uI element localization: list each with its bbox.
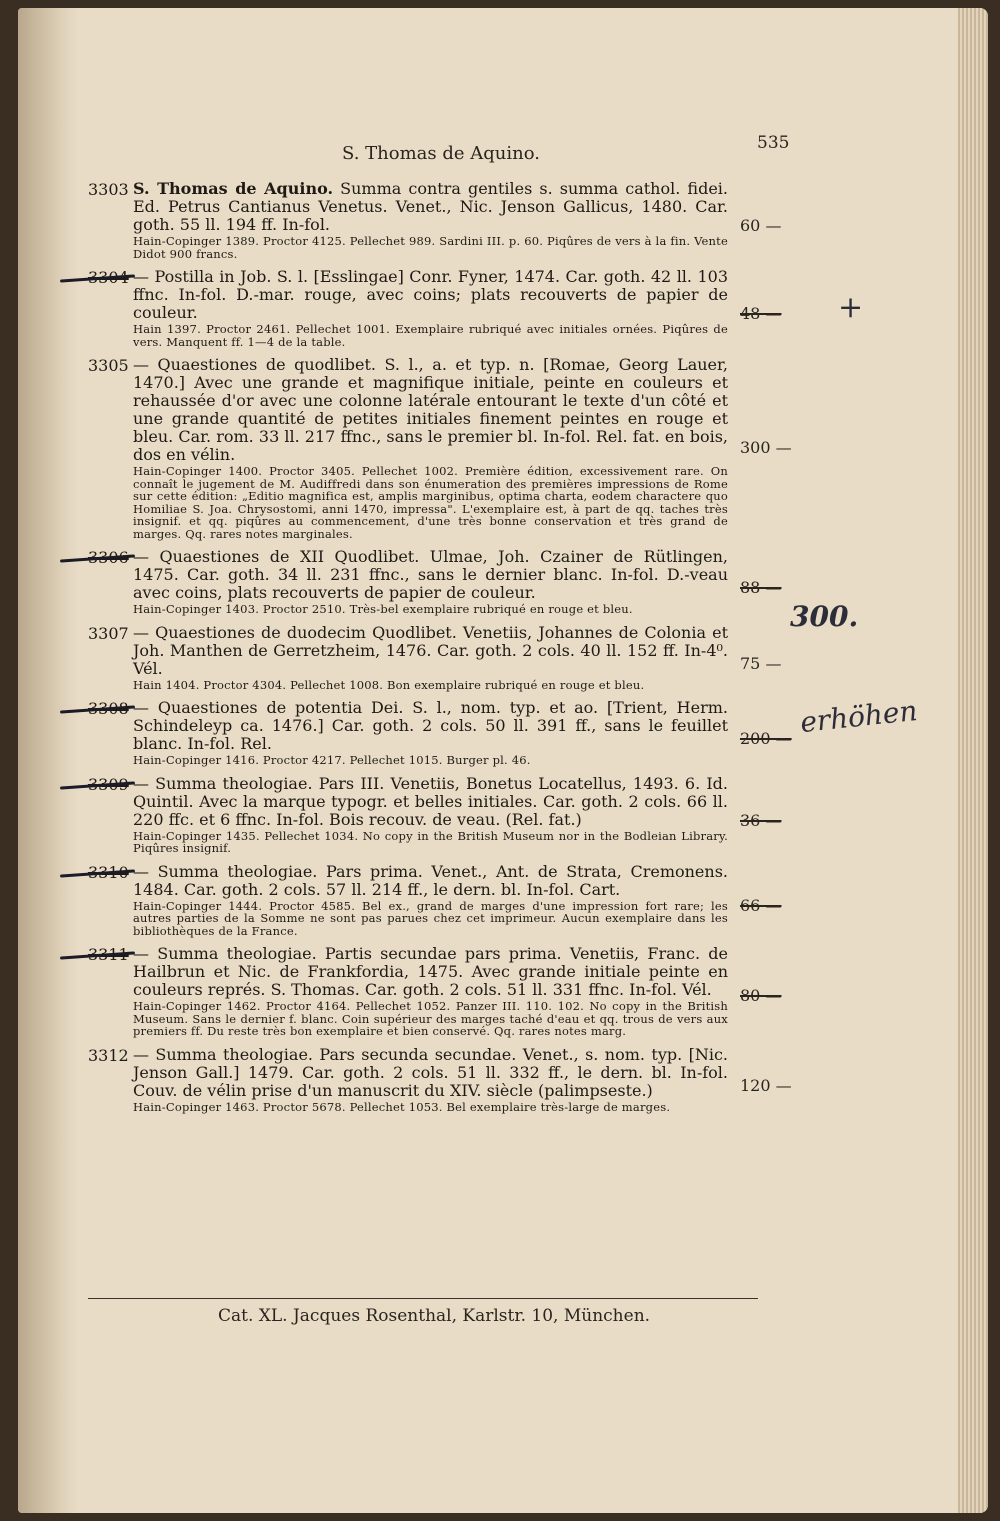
entry-text: — Quaestiones de XII Quodlibet. Ulmae, Joh. Czainer de Rütlingen, 1475. Car. goth. 34 ll. 231 ffnc., sans le dernier blanc. In-fol. D.-veau avec coins, plats recouverts de papier de couleur. — [133, 547, 728, 602]
entry-text: — Summa theologiae. Pars III. Venetiis, Bonetus Locatellus, 1493. 6. Id. Quintil. Avec la marque typogr. et belles initiales. Car. goth. 2 cols. 66 ll. 220 ffc. et 6 ffnc. In-fol. Bois recouv. de veau. (Rel. fat.) — [133, 773, 728, 829]
catalog-entry — [88, 268, 728, 348]
entry-price: 80 — — [740, 986, 782, 1005]
entry-price: 200 — — [740, 729, 792, 748]
entry-author: S. Thomas de Aquino. — [133, 179, 334, 198]
catalog-entry — [88, 699, 728, 767]
entry-bibliographic-note: Hain-Copinger 1389. Proctor 4125. Pellechet 989. Sardini III. p. 60. Piqûres de vers à la fin. Vente Didot 900 francs. — [133, 234, 728, 261]
entry-bibliographic-note: Hain-Copinger 1403. Proctor 2510. Très-bel exemplaire rubriqué en rouge et bleu. — [133, 602, 633, 616]
running-head: S. Thomas de Aquino. — [342, 143, 540, 164]
entry-description — [133, 1046, 728, 1100]
entry-text: Summa contra gentiles s. summa cathol. fidei. Ed. Petrus Cantianus Venetus. Venet., Nic. Jenson Gallicus, 1480. Car. goth. 55 ll. 194 ff. In-fol. — [133, 179, 728, 234]
entries-list — [88, 180, 728, 1121]
footer-imprint: Cat. XL. Jacques Rosenthal, Karlstr. 10, München. — [218, 1306, 651, 1326]
entry-description — [133, 548, 728, 602]
catalog-entry — [88, 1046, 728, 1114]
handwritten-plus: + — [838, 290, 864, 325]
catalog-entry — [88, 863, 728, 938]
catalog-entry — [88, 945, 728, 1038]
entry-text: — Quaestiones de quodlibet. S. l., a. et typ. n. [Romae, Georg Lauer, 1470.] Avec une grande et magnifique initiale, peinte en couleurs et rehaussée d'or avec une colonne latérale entourant le texte d'un côté et une grande quantité de petites initiales finement peintes en rouge et bleu. Car. rom. 33 ll. 217 ffnc., sans le premier bl. In-fol. Rel. fat. en bois, dos en vélin. — [133, 355, 728, 464]
entry-text: — Postilla in Job. S. l. [Esslingae] Conr. Fyner, 1474. Car. goth. 42 ll. 103 ffnc. In-fol. D.-mar. rouge, avec coins; plats recouverts de papier de couleur. — [133, 267, 728, 322]
catalog-entry — [88, 356, 728, 540]
entry-number: 3305 — [88, 356, 129, 375]
entry-price: 120 — — [740, 1076, 792, 1095]
entry-price: 60 — — [740, 216, 782, 235]
entry-description — [133, 945, 728, 999]
entry-text: — Quaestiones de duodecim Quodlibet. Venetiis, Johannes de Colonia et Joh. Manthen de Gerretzheim, 1476. Car. goth. 2 cols. 40 ll. 152 ff. In-4⁰. Vél. — [133, 622, 728, 678]
entry-bibliographic-note: Hain-Copinger 1400. Proctor 3405. Pellechet 1002. Première édition, excessivement rare. On connaît le jugement de M. Audiffredi dans son énumeration des premières impressions de Rome sur cette édition: „Editio magnifica est, amplis marginibus, optima charta, eodem charactere quo Homiliae S. Joa. Chrysostomi, anni 1470, impressa". L'exemplaire est, à part de qq. taches très insignif. et qq. piqûres au commencement, d'une très bonne conservation et très grand de marges. Qq. rares notes marginales. — [133, 464, 728, 541]
page-edges — [958, 8, 988, 1513]
entry-number: 3303 — [88, 180, 129, 199]
entry-bibliographic-note: Hain 1404. Proctor 4304. Pellechet 1008. Bon exemplaire rubriqué en rouge et bleu. — [133, 677, 645, 692]
entry-price: 75 — — [740, 654, 782, 673]
entry-description — [133, 699, 728, 753]
entry-description — [133, 863, 728, 899]
page-gutter — [18, 8, 78, 1513]
entry-description — [133, 268, 728, 322]
entry-bibliographic-note: Hain-Copinger 1444. Proctor 4585. Bel ex., grand de marges d'une impression fort rare; les autres parties de la Somme ne sont pas parues chez cet imprimeur. Aucun exemplaire dans les bibliothèques de la France. — [133, 898, 728, 938]
catalog-entry — [88, 548, 728, 616]
entry-price: 300 — — [740, 438, 792, 457]
handwritten-price: 300. — [790, 600, 859, 633]
entry-text: — Quaestiones de potentia Dei. S. l., nom. typ. et ao. [Trient, Herm. Schindeleyp ca. 1476.] Car. goth. 2 cols. 50 ll. 391 ff., sans le feuillet blanc. In-fol. Rel. — [133, 698, 728, 753]
entry-bibliographic-note: Hain 1397. Proctor 2461. Pellechet 1001. Exemplaire rubriqué avec initiales ornées. Piqûres de vers. Manquent ff. 1—4 de la table. — [133, 322, 728, 349]
entry-number: 3312 — [88, 1045, 129, 1065]
entry-text: — Summa theologiae. Pars secunda secundae. Venet., s. nom. typ. [Nic. Jenson Gall.] 1479. Car. goth. 2 cols. 51 ll. 332 ff., le dern. bl. In-fol. Couv. de vélin prise d'un manuscrit du XIV. siècle (palimpseste.) — [133, 1044, 728, 1100]
entry-price: 36 — — [740, 811, 782, 830]
handwritten-note: erhöhen — [798, 693, 919, 740]
entry-bibliographic-note: Hain-Copinger 1435. Pellechet 1034. No copy in the British Museum nor in the Bodleian Library. Piqûres insignif. — [133, 828, 728, 855]
entry-text: — Summa theologiae. Pars prima. Venet., Ant. de Strata, Cremonens. 1484. Car. goth. 2 cols. 57 ll. 214 ff., le dern. bl. In-fol. Cart. — [133, 861, 728, 899]
entry-price: 66 — — [740, 896, 782, 915]
entry-text: — Summa theologiae. Partis secundae pars prima. Venetiis, Franc. de Hailbrun et Nic. de Frankfordia, 1475. Avec grande initiale peinte en couleurs représ. S. Thomas. Car. goth. 2 cols. 51 ll. 331 ffnc. In-fol. Vél. — [133, 944, 728, 999]
catalog-entry — [88, 775, 728, 855]
entry-bibliographic-note: Hain-Copinger 1416. Proctor 4217. Pellechet 1015. Burger pl. 46. — [133, 753, 531, 767]
entry-description — [133, 180, 728, 234]
entry-price: 48 — — [740, 304, 782, 323]
entry-description — [133, 624, 728, 678]
footer-rule — [88, 1298, 758, 1299]
entry-bibliographic-note: Hain-Copinger 1463. Proctor 5678. Pellechet 1053. Bel exemplaire très-large de marges. — [133, 1099, 671, 1114]
entry-description — [133, 775, 728, 829]
entry-bibliographic-note: Hain-Copinger 1462. Proctor 4164. Pellechet 1052. Panzer III. 110. 102. No copy in the British Museum. Sans le dernier f. blanc. Coin supérieur des marges taché d'eau et qq. trous de vers aux premiers ff. Du reste très bon exemplaire et bien conservé. Qq. rares notes marg. — [133, 999, 728, 1038]
catalog-entry — [88, 624, 728, 692]
entry-price: 88 — — [740, 578, 782, 597]
entry-description — [133, 356, 728, 464]
page-number: 535 — [757, 133, 790, 153]
catalog-entry — [88, 180, 728, 260]
entry-number: 3307 — [88, 623, 129, 643]
